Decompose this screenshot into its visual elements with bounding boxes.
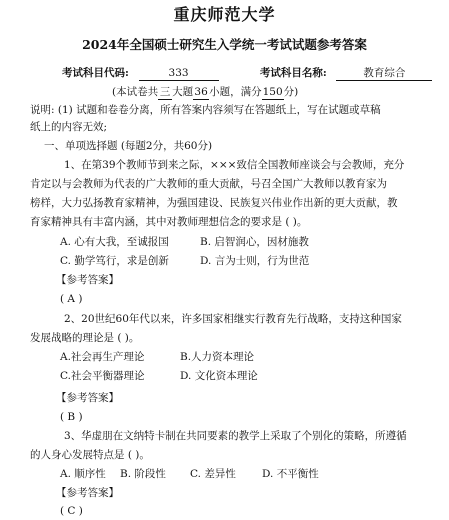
subject-name-value: 教育综合	[336, 66, 432, 81]
q2-reference-label: 【参考答案】	[56, 392, 119, 404]
q3-option-b: B. 阶段性	[120, 468, 166, 480]
section-1-heading: 一、单项选择题 (每题2分，共60分)	[44, 140, 213, 152]
q1-line-4: 育家精神具有丰富内涵，其中对教师理想信念的要求是 ( )。	[30, 216, 308, 228]
q2-option-b: B.人力资本理论	[180, 351, 255, 363]
q1-answer: ( A )	[60, 293, 83, 305]
subject-code-label: 考试科目代码:	[62, 67, 129, 79]
q3-option-d: D. 不平衡性	[262, 468, 319, 480]
q2-line-2: 发展战略的理论是 ( )。	[30, 332, 140, 344]
meta-text-3: 小题，满分	[209, 86, 262, 98]
q3-line-1: 3、华虚朋在文纳特卡制在共同要素的教学上采取了个别化的策略，所遵循	[64, 430, 407, 442]
meta-questions: 36	[194, 86, 208, 98]
q2-answer: ( B )	[60, 411, 83, 423]
subject-code-value: 333	[139, 66, 219, 81]
q3-line-2: 的人身心发展特点是 ( )。	[30, 449, 150, 461]
q3-option-c: C. 差异性	[190, 468, 236, 480]
q1-option-b: B. 启智润心，因材施教	[200, 236, 309, 248]
university-name: 重庆师范大学	[173, 5, 276, 24]
q1-reference-label: 【参考答案】	[56, 274, 119, 286]
q2-option-c: C.社会平衡器理论	[60, 370, 145, 382]
q2-option-d: D. 文化资本理论	[180, 370, 258, 382]
q3-reference-label: 【参考答案】	[56, 487, 119, 499]
q2-line-1: 2、20世纪60年代以来，许多国家相继实行教育先行战略，支持这种国家	[64, 313, 402, 325]
q2-option-a: A.社会再生产理论	[60, 351, 145, 363]
q1-option-a: A. 心有大我，至诚报国	[60, 236, 169, 248]
exam-title: 2024年全国硕士研究生入学统一考试试题参考答案	[82, 37, 367, 52]
subject-name-label: 考试科目名称:	[259, 67, 327, 79]
instructions-line-2: 纸上的内容无效;	[30, 121, 108, 133]
exam-meta	[112, 85, 298, 100]
q1-option-c: C. 勤学笃行，求是创新	[60, 255, 169, 267]
q3-option-a: A. 顺序性	[60, 468, 106, 480]
subject-info-row	[62, 66, 432, 81]
meta-text-1: (本试卷共	[112, 86, 159, 98]
meta-text-2: 大题	[172, 86, 194, 98]
meta-parts: 三	[159, 86, 171, 98]
q1-line-3: 榜样，大力弘扬教育家精神，为强国建设、民族复兴伟业作出新的更大贡献，教	[30, 197, 398, 209]
instructions-line-1: 说明: (1) 试题和卷卷分离，所有答案内容须写在答题纸上，写在试题或草稿	[30, 104, 381, 116]
q3-answer: ( C )	[60, 505, 83, 517]
meta-score: 150	[262, 86, 283, 98]
q1-line-2: 肯定以与会教师为代表的广大教师的重大贡献，号召全国广大教师以教育家为	[30, 178, 387, 190]
q1-line-1: 1、在第39个教师节到来之际，×××致信全国教师座谈会与会教师，充分	[64, 159, 405, 171]
meta-text-4: 分)	[283, 86, 299, 98]
q1-option-d: D. 言为士则，行为世范	[200, 255, 310, 267]
